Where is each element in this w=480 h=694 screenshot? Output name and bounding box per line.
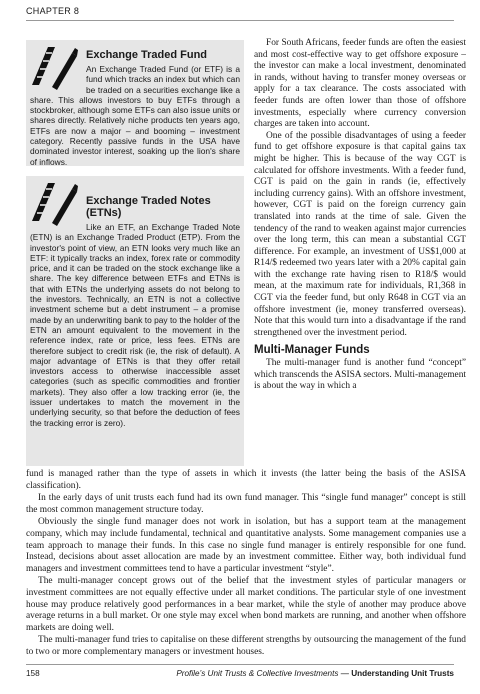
paragraph: The multi-manager concept grows out of the belief that the investment styles of particular managers or investment committees are not equally effective under all market conditions. The particular style of one investment house may produce relatively good performances in a bear market, while the style of another may produce above average returns in a bull market. Or one style may excel when bond markets are running, and another when offshore markets are doing well. [26, 576, 466, 633]
section-heading: Multi-Manager Funds [254, 344, 370, 357]
paragraph: The multi-manager fund tries to capitalise on these different strengths by outsourcing the management of the fund to two or more complementary managers or investment houses. [26, 635, 466, 657]
paragraph: One of the possible disadvantages of using a feeder fund to get offshore exposure is that capital gains tax might be higher. This is because of the way CGT is calculated for offshore investments. With a feeder fund, CGT is paid on the gain in rands (ie, effectively including currency gains). With an offshore investment, however, CGT is paid on the foreign currency gain translated into rands at the time of sale. Given the tendency of the rand to weaken against major currencies over the long term, this can mean a substantial CGT difference. For example, an investment of US$1,000 at R14/$ redeemed two years later with a 20% capital gain with the exchange rate having risen to R18/$ would mean, at the maximum rate for individuals, R1,368 in CGT via the feeder fund, but only R648 in CGT via an offshore investment (ie, money transferred overseas). Note that this would turn into a disadvantage if the rand strengthened over the investment period. [254, 130, 466, 338]
full-width-text [26, 469, 466, 660]
header-rule [26, 20, 454, 21]
box-title-etn: Exchange Traded Notes (ETNs) [86, 195, 211, 219]
box-text-etf: An Exchange Traded Fund (or ETF) is a fund which tracks an index but which can be traded on a securities exchange like a share. This allows investors to buy ETFs through a stockbroker, although some ETFs can also issue units or shares directly. Relatively niche products ten years ago, ETFs are now a major – and booming – investment category. Recently passive funds in the USA have dominated investor interest, soaking up the lion's share of inflows. [30, 64, 240, 167]
chapter-label: CHAPTER 8 [26, 6, 80, 16]
box-text-etn: Like an ETF, an Exchange Traded Note (ETN) is an Exchange Traded Product (ETP). From the investor's point of view, an ETN looks very much like an ETF: it typically tracks an index, forex rate or commodity price, and it can be traded on the stock exchange like a share. The key difference between ETFs and ETNs is that with ETNs the underlying assets do not belong to the investors. Technically, an ETN is not a collective investment scheme but a debt instrument – a promise made by an underwriting bank to pay to the holder of the ETN an amount equivalent to the movement in the reference index, rate or price, less fees. ETNs are therefore subject to credit risk (ie, the risk of default). A major advantage of ETNs is that they offer retail investors access to otherwise inaccessible asset categories (such as specific commodities and frontier markets). They also offer a low tracking error (ie, the issuer undertakes to match the movement in the underlying security, so that before the deduction of fees the tracking error is zero). [30, 222, 240, 428]
paragraph: For South Africans, feeder funds are often the easiest and most cost-effective way to get offshore exposure – the investor can make a local investment, denominated in rands, without having to transfer money overseas or apply for a tax clearance. The costs associated with feeder funds are often lower than those of offshore investments, especially where currency conversion charges are taken into account. [254, 38, 466, 130]
paragraph: Obviously the single fund manager does not work in isolation, but has a support team at the management company, which may include fundamental, technical and quantitative analysts. Some management companies use a team approach to manage their funds. In this case no single fund manager is entirely responsible for one fund. Instead, decisions about asset allocation are made by an investment committee. Either way, both individual fund managers and investment committees tend to have a particular investment “style”. [26, 517, 466, 574]
sidebar-box-etn [26, 176, 244, 466]
ladder-pencil-icon [28, 177, 80, 227]
paragraph: In the early days of unit trusts each fund had its own fund manager. This “single fund manager” concept is still the most common management structure today. [26, 493, 466, 515]
box-title-etf: Exchange Traded Fund [86, 49, 208, 61]
ladder-pencil-icon [28, 41, 80, 91]
paragraph: The multi-manager fund is another fund “concept” which transcends the ASISA sectors. Multi-management is about the way in which a [254, 358, 466, 392]
page-footer [26, 664, 454, 678]
footer-title-bold: Understanding Unit Trusts [351, 669, 454, 678]
footer-title [176, 669, 454, 678]
paragraph: fund is managed rather than the type of assets in which it invests (the latter being the basis of the ASISA classification). [26, 469, 466, 491]
sidebar-box-etf [26, 40, 244, 166]
footer-title-italic: Profile’s Unit Trusts & Collective Investments — [176, 669, 352, 678]
page-number: 158 [26, 669, 40, 678]
right-column [254, 38, 466, 393]
